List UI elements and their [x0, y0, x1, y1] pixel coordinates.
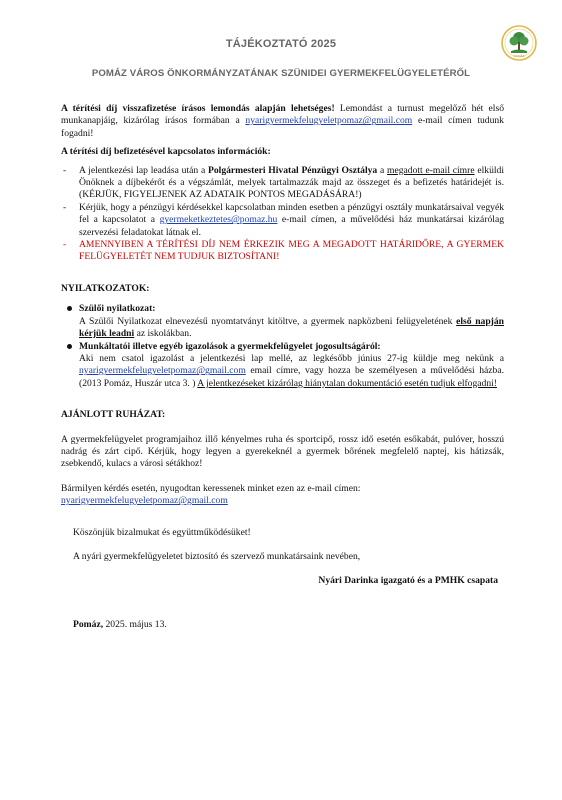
statement-employer-note: A jelentkezéseket kizárólag hiánytalan dokumentáció esetén tudjuk elfogadni! [197, 377, 497, 389]
refund-tail: e-mail címen tudunk fogadni! [61, 115, 504, 139]
contact-paragraph: Bármilyen kérdés esetén, nyugodtan keressenek minket ezen az e-mail címen: [61, 482, 361, 494]
finance-department-name: Polgármesteri Hivatal Pénzügyi Osztálya [208, 164, 378, 176]
statement-parent-deadline: első napján kérjük leadni [79, 315, 504, 340]
pomaz-coat-of-arms-tree-icon [500, 24, 538, 66]
behalf-text: A nyári gyermekfelügyeletet biztosító és szervező munkatársaink nevében, [73, 550, 361, 562]
bullet-icon [67, 306, 72, 311]
payment-item-contact-rest: e-mail címen, a művelődési ház munkatársai kizárólag szervezési feladatokat látnak el. [79, 214, 505, 238]
statement-parent-title: Szülői nyilatkozat: [79, 303, 156, 315]
contact-email-link[interactable]: nyarigyermekfelugyeletpomaz@gmail.com [61, 495, 228, 507]
payment-item-invoice-connector: a [377, 164, 388, 176]
statement-item-employer [61, 341, 504, 391]
payment-item-invoice [61, 165, 504, 202]
given-email-address-text: megadott e-mail címre [387, 164, 475, 176]
statements-list [61, 303, 504, 390]
signature: Nyári Darinka igazgató és a PMHK csapata [318, 575, 498, 587]
payment-item-invoice-text: A jelentkezési lap leadása után a [79, 164, 208, 176]
document-body [61, 103, 504, 631]
place-date [61, 619, 504, 631]
document-title: TÁJÉKOZTATÓ 2025 [225, 38, 337, 50]
thanks-text: Köszönjük bizalmukat és együttműködésüket! [73, 526, 251, 538]
statement-employer-text: Aki nem csatol igazolást a jelentkezési lap mellé, az legkésőbb június 27-ig küldje meg nekünk a [79, 352, 504, 364]
payment-item-invoice-rest: elküldi Önöknek a díjbekérőt és a végszámlát, melyek tartalmazzák majd az összeget és a befizetés határidejét is. (KÉRJÜK, FIGYELJENEK AZ ADATAIK PONTOS MEGADÁSÁRA!) [79, 164, 505, 201]
payment-item-warning: - AMENNYIBEN A TÉRÍTÉSI DÍJ NEM ÉRKEZIK MEG A MEGADOTT HATÁRIDŐRE, A GYERMEK FELÜGYELETÉT NEM TUDJUK BIZTOSÍTANI! [61, 239, 504, 264]
payment-item-contact [61, 202, 504, 239]
finance-email-link[interactable]: gyermeketkeztetes@pomaz.hu [159, 214, 278, 226]
payment-heading: A térítési díj befizetésével kapcsolatos információk: [61, 146, 271, 158]
clothing-paragraph: A gyermekfelügyelet programjaihoz illő kényelmes ruha és sportcipő, rossz idő esetén esőkabát, pulóver, hosszú nadrág és zárt cipő. Kérjük, hogy legyen a gyerekeknél a gyermek bőrének megfelelő naptej, kis hátizsák, zsebkendő, kulacs a városi sétákhoz! [61, 433, 504, 470]
bullet-icon [67, 344, 72, 349]
logo-caption: POMÁZ [513, 54, 525, 58]
statement-parent-text: A Szülői Nyilatkozat elnevezésű nyomtatványt kitöltve, a gyermek napközbeni felügyeletének [79, 315, 457, 327]
clothing-heading: AJÁNLOTT RUHÁZAT: [61, 409, 166, 421]
date-text: 2025. május 13. [103, 618, 167, 630]
statement-employer-title: Munkáltatói illetve egyéb igazolások a gyermekfelügyelet jogosultságáról: [79, 340, 381, 352]
statement-email-link[interactable]: nyarigyermekfelugyeletpomaz@gmail.com [79, 365, 246, 377]
payment-list [61, 165, 504, 264]
document-subtitle: POMÁZ VÁROS ÖNKORMÁNYZATÁNAK SZÜNIDEI GYERMEKFELÜGYELETÉRŐL [91, 68, 471, 79]
statements-heading: NYILATKOZATOK: [61, 282, 150, 294]
payment-item-contact-text: Kérjük, hogy a pénzügyi kérdésekkel kapcsolatban minden esetben a pénzügyi osztály munkatársaival vegyék fel a kapcsolatot a [79, 201, 504, 226]
refund-email-link[interactable]: nyarigyermekfelugyeletpomaz@gmail.com [245, 115, 413, 127]
statement-item-parent [61, 303, 504, 340]
refund-bold-text: A térítési díj visszafizetése írásos lemondás alapján lehetséges! [61, 103, 335, 114]
statement-employer-address: email címre, vagy hozza be személyesen a művelődési házba. (2013 Pomáz, Huszár utca 3. ) [79, 365, 504, 389]
statement-parent-tail: az iskolákban. [134, 328, 192, 340]
refund-text: Lemondást a turnust megelőző hét első munkanapjáig, kizárólag írásos formában a [61, 103, 504, 127]
refund-paragraph [61, 103, 504, 140]
place-text: Pomáz, [73, 618, 104, 630]
